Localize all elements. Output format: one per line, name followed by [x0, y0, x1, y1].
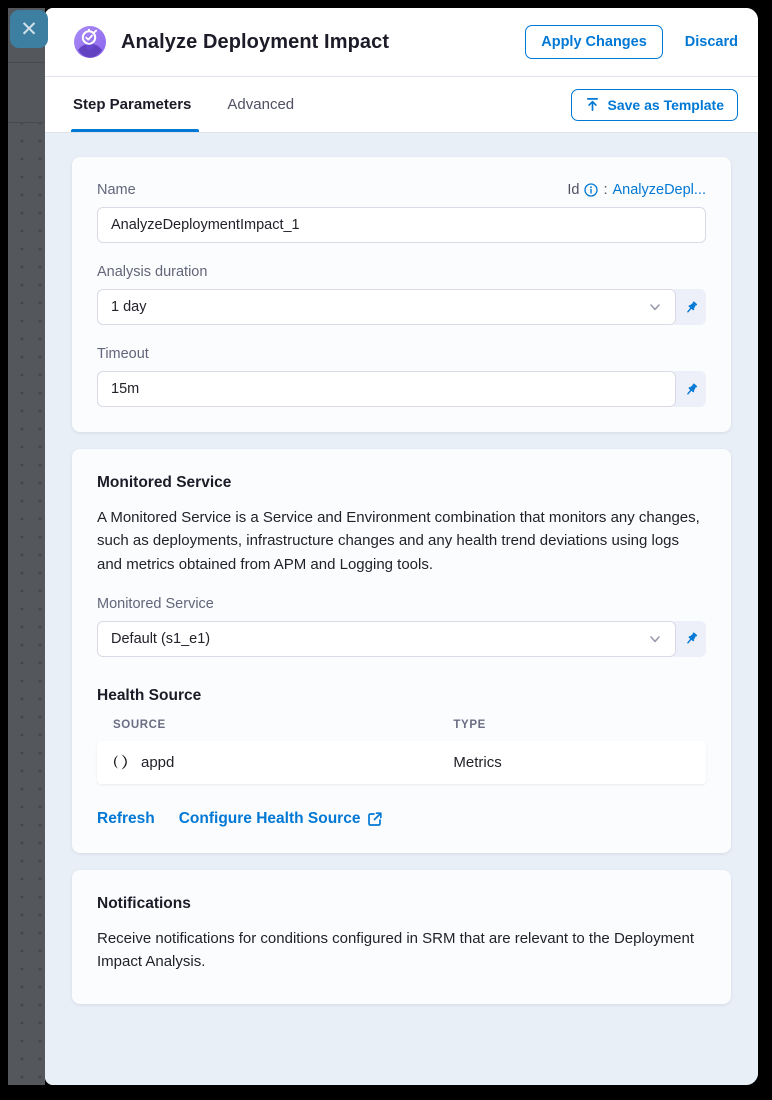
pin-icon — [684, 300, 699, 315]
step-parameters-content — [45, 133, 758, 1085]
discard-button[interactable]: Discard — [684, 34, 738, 50]
monitored-service-description: A Monitored Service is a Service and Environment combination that monitors any changes, such as deployments, infrastructure changes and any health trend deviations using logs and metrics obtained from APM and Logging tools. — [97, 509, 700, 573]
id-label: Id — [567, 182, 580, 198]
analyze-deployment-impact-step-icon — [73, 25, 107, 59]
canvas-mid-segment — [8, 62, 45, 122]
timeout-label: Timeout — [97, 346, 149, 362]
type-column-header: TYPE — [453, 718, 486, 731]
monitored-service-value: Default (s1_e1) — [111, 630, 211, 647]
tab-advanced[interactable]: Advanced — [227, 96, 295, 113]
notifications-heading: Notifications — [97, 894, 191, 912]
timeout-input[interactable] — [97, 371, 676, 407]
notifications-description: Receive notifications for conditions configured in SRM that are relevant to the Deployment Impact Analysis. — [97, 929, 694, 970]
source-column-header: SOURCE — [113, 718, 166, 731]
basic-fields-card — [72, 157, 731, 432]
analysis-duration-label: Analysis duration — [97, 264, 208, 280]
chevron-down-icon — [648, 632, 662, 646]
name-label: Name — [97, 182, 136, 198]
health-source-name: appd — [141, 753, 175, 771]
monitored-service-card — [72, 449, 731, 853]
monitored-service-select[interactable] — [97, 621, 676, 657]
configure-health-source-label: Configure Health Source — [178, 809, 361, 827]
notifications-card — [72, 870, 731, 1005]
health-source-table-header — [97, 719, 706, 731]
apply-changes-button[interactable]: Apply Changes — [525, 25, 663, 59]
external-link-icon — [367, 811, 383, 827]
close-icon: ✕ — [20, 17, 38, 41]
refresh-link[interactable]: Refresh — [97, 809, 155, 827]
upload-icon — [585, 97, 600, 112]
info-icon[interactable] — [584, 183, 598, 197]
save-as-template-button[interactable] — [571, 89, 738, 121]
close-drawer-button[interactable] — [10, 10, 48, 48]
step-config-drawer — [45, 8, 758, 1085]
tab-step-parameters[interactable]: Step Parameters — [73, 77, 191, 132]
pin-icon — [684, 382, 699, 397]
canvas-dot-grid — [8, 122, 45, 1084]
monitored-service-select-label: Monitored Service — [97, 595, 214, 612]
health-source-heading: Health Source — [97, 686, 202, 704]
save-as-template-label: Save as Template — [607, 96, 724, 113]
health-source-table-row[interactable] — [97, 741, 706, 784]
configure-health-source-link[interactable] — [179, 810, 384, 828]
health-source-type: Metrics — [453, 753, 502, 771]
page-title: Analyze Deployment Impact — [121, 30, 390, 53]
tab-bar — [45, 77, 758, 133]
monitored-service-heading: Monitored Service — [97, 474, 232, 491]
tabbar-spacer — [330, 77, 570, 132]
step-id-display — [567, 182, 706, 198]
appdynamics-icon — [113, 753, 131, 771]
pin-icon — [684, 631, 699, 646]
id-colon: : — [603, 182, 608, 198]
name-input[interactable] — [97, 207, 706, 243]
id-value[interactable]: AnalyzeDepl... — [612, 182, 706, 198]
analysis-duration-select[interactable] — [97, 289, 676, 325]
drawer-header — [45, 8, 758, 77]
pipeline-canvas-strip — [8, 8, 45, 1085]
chevron-down-icon — [648, 300, 662, 314]
analysis-duration-value: 1 day — [111, 299, 147, 315]
